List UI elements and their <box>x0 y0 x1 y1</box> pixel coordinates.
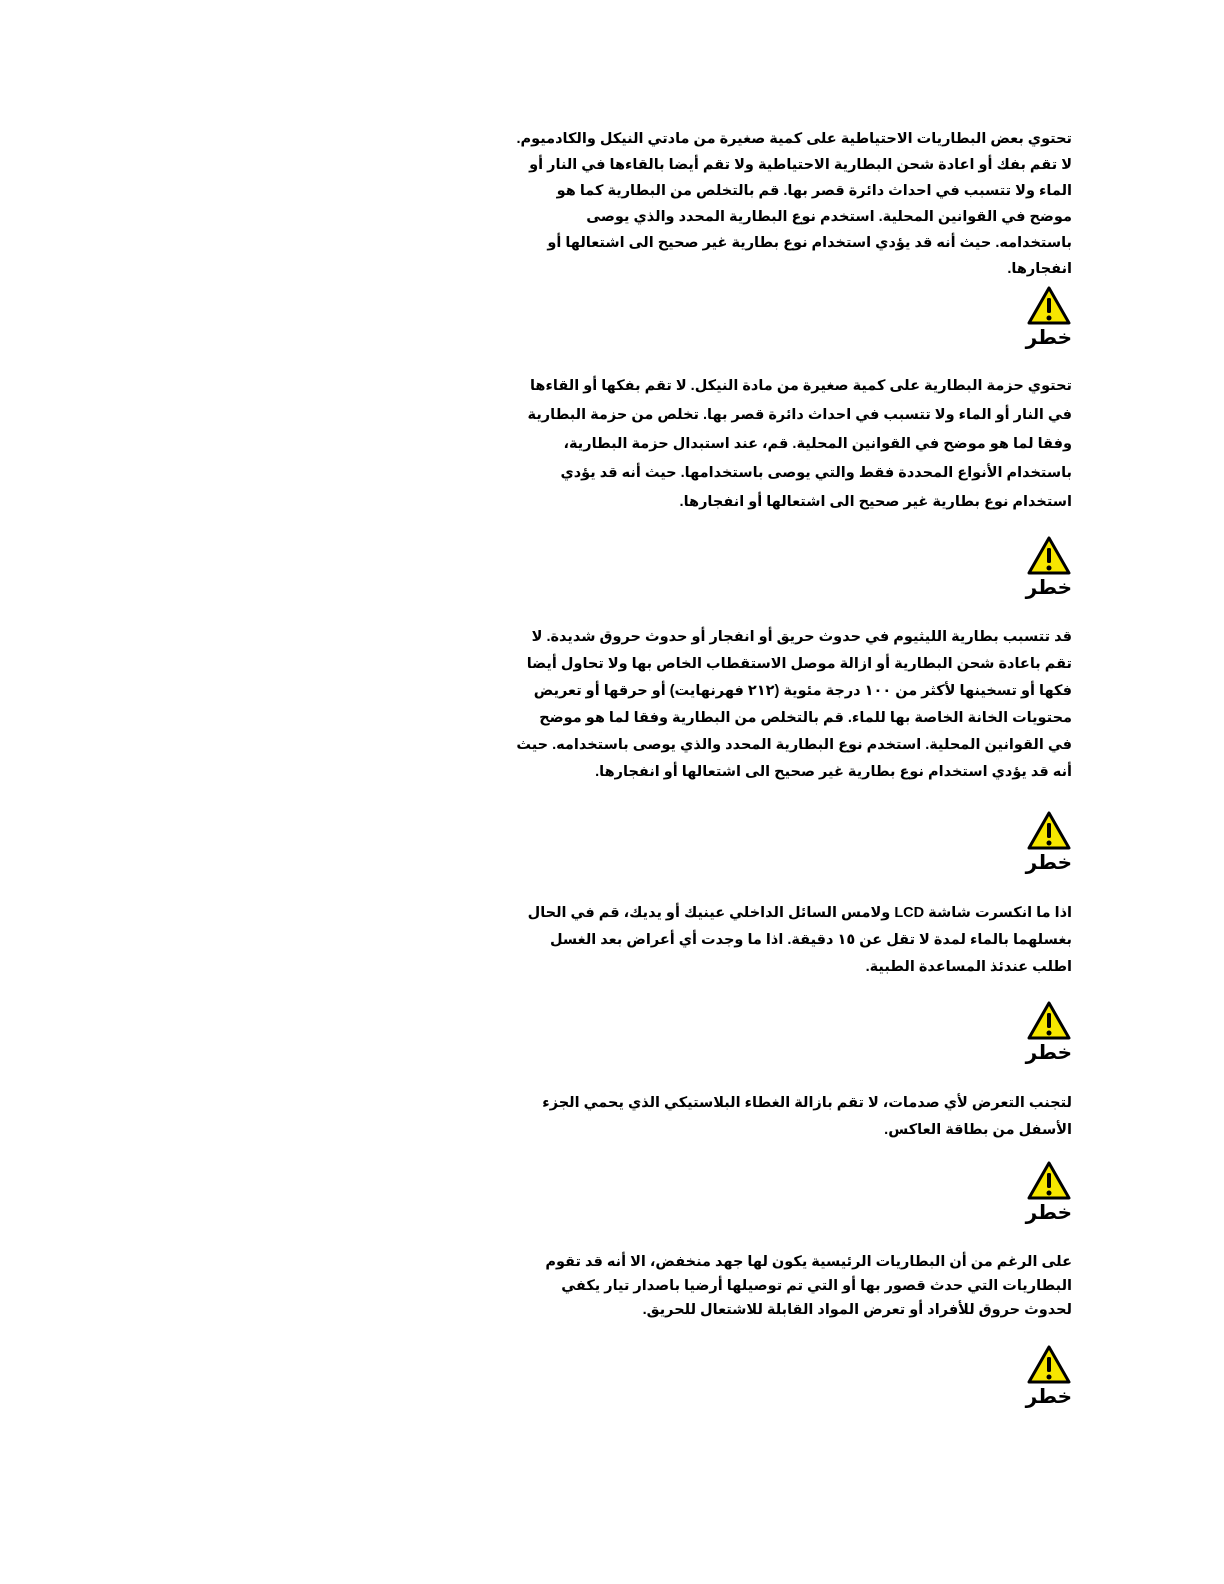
danger-label: خطر <box>1025 1386 1072 1408</box>
danger-label: خطر <box>1025 852 1072 874</box>
paragraph-main-batteries: على الرغم من أن البطاريات الرئيسية يكون لها جهد منخفض، الا أنه قد تقوم البطاريات التي حدث قصور بها أو التي تم توصيلها أرضيا باصدار تيار يكفي لحدوث حروق للأفراد أو تعرض المواد القابلة للاشتعال للحريق. <box>545 1254 1072 1318</box>
danger-label: خطر <box>1025 1202 1072 1224</box>
warning-triangle-icon <box>1026 810 1072 852</box>
paragraph-battery-pack: تحتوي حزمة البطارية على كمية صغيرة من مادة النيكل. لا تقم بفكها أو القاءها في النار أو الماء ولا تتسبب في احداث دائرة قصر بها. تخلص من حزمة البطارية وفقا لما هو موضح في القوانين المحلية. قم، عند استبدال حزمة البطارية، باستخدام الأنواع المحددة فقط والتي يوصى باستخدامها. حيث أنه قد يؤدي استخدام نوع بطارية غير صحيح الى اشتعالها أو انفجارها. <box>527 378 1072 510</box>
warning-triangle-icon <box>1026 535 1072 577</box>
danger-label: خطر <box>1025 1042 1072 1064</box>
danger-notice <box>1024 1160 1074 1224</box>
warning-triangle-icon <box>1026 1000 1072 1042</box>
danger-label: خطر <box>1025 327 1072 349</box>
paragraph-lithium-battery: قد تتسبب بطارية الليثيوم في حدوث حريق أو انفجار أو حدوث حروق شديدة. لا تقم باعادة شحن البطارية أو ازالة موصل الاستقطاب الخاص بها ولا تحاول أيضا فكها أو تسخينها لأكثر من ١٠٠ درجة مئوية (٢١٢ فهرنهايت) أو حرقها أو تعريض محتويات الخانة الخاصة بها للماء. قم بالتخلص من البطارية وفقا لما هو موضح في القوانين المحلية. استخدم نوع البطارية المحدد والذي يوصى باستخدامه. حيث أنه قد يؤدي استخدام نوع بطارية غير صحيح الى اشتعالها أو انفجارها. <box>516 629 1072 780</box>
danger-notice <box>1024 1000 1074 1064</box>
danger-notice <box>1024 1344 1074 1408</box>
danger-notice <box>1024 810 1074 874</box>
danger-notice <box>1024 285 1074 349</box>
paragraph-inverter-card: لتجنب التعرض لأي صدمات، لا تقم بازالة الغطاء البلاستيكي الذي يحمي الجزء الأسفل من بطاقة العاكس. <box>542 1095 1072 1138</box>
warning-triangle-icon <box>1026 1344 1072 1386</box>
warning-triangle-icon <box>1026 285 1072 327</box>
warning-triangle-icon <box>1026 1160 1072 1202</box>
paragraph-lcd: اذا ما انكسرت شاشة LCD ولامس السائل الداخلي عينيك أو يديك، قم في الحال بغسلهما بالماء لمدة لا تقل عن ١٥ دقيقة. اذا ما وجدت أي أعراض بعد الغسل اطلب عندئذ المساعدة الطبية. <box>527 905 1072 975</box>
paragraph-backup-battery: تحتوي بعض البطاريات الاحتياطية على كمية صغيرة من مادتي النيكل والكادميوم. لا تقم بفك أو اعادة شحن البطارية الاحتياطية ولا تقم أيضا بالقاءها في النار أو الماء ولا تتسبب في احداث دائرة قصر بها. قم بالتخلص من البطارية كما هو موضح في القوانين المحلية. استخدم نوع البطارية المحدد والذي يوصى باستخدامه. حيث أنه قد يؤدي استخدام نوع بطارية غير صحيح الى اشتعالها أو انفجارها. <box>516 131 1072 277</box>
danger-notice <box>1024 535 1074 599</box>
danger-label: خطر <box>1025 577 1072 599</box>
